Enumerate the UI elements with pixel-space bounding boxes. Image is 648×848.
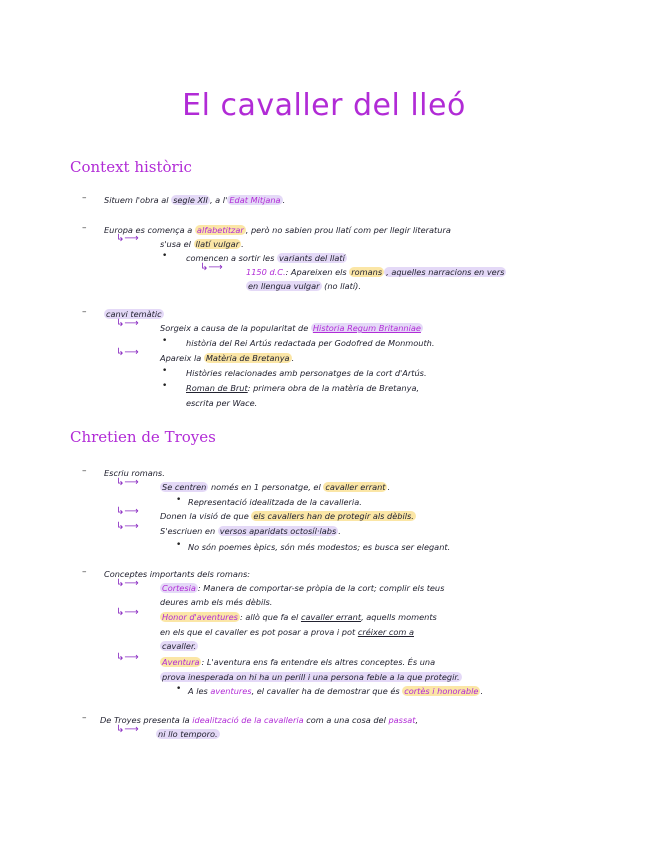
note-line: No són poemes èpics, són més modestos; es busca ser elegant.: [188, 542, 451, 552]
note-line: en llengua vulgar (no llatí).: [248, 281, 361, 291]
arrow-icon: ↳⟶: [116, 578, 139, 589]
bullet-dash: –: [82, 567, 87, 577]
note-line: història del Rei Artús redactada per Godofred de Monmouth.: [186, 338, 435, 348]
note-line: Representació idealitzada de la cavalleria.: [188, 497, 362, 507]
note-line: Europa es comença a alfabetitzar , però no sabien prou llatí com per llegir literatura: [104, 225, 451, 235]
note-line: Roman de Brut: primera obra de la matèria de Bretanya,: [186, 383, 420, 393]
note-line: Històries relacionades amb personatges de la cort d'Artús.: [186, 368, 427, 378]
arrow-icon: ↳⟶: [116, 318, 139, 329]
section-heading-chretien: Chretien de Troyes: [70, 428, 216, 446]
note-line: Donen la visió de que els cavallers han de protegir als dèbils.: [160, 511, 414, 521]
note-line: De Troyes presenta la idealització de la cavalleria com a una cosa del passat,: [100, 715, 419, 725]
note-line: Se centren només en 1 personatge, el cavaller errant .: [162, 482, 391, 492]
note-line: Conceptes importants dels romans:: [104, 569, 251, 579]
bullet-dot: •: [162, 366, 168, 376]
note-line: Situem l'obra al segle XII , a l' Edat Mitjana .: [104, 195, 286, 205]
bullet-dash: –: [82, 466, 87, 476]
note-line: Honor d'aventures : allò que fa el cavaller errant, aquells moments: [162, 612, 437, 622]
note-line: escrita per Wace.: [186, 398, 258, 408]
note-line: canvi temàtic: [106, 309, 162, 319]
note-line: en els que el cavaller es pot posar a prova i pot créixer com a: [160, 627, 414, 637]
bullet-dash: –: [82, 307, 87, 317]
note-line: ni llo temporo.: [158, 729, 218, 739]
note-line: Aventura : L'aventura ens fa entendre els altres conceptes. És una: [162, 657, 436, 667]
bullet-dash: –: [82, 713, 87, 723]
arrow-icon: ↳⟶: [116, 233, 139, 244]
note-line: Apareix la Matèria de Bretanya .: [160, 353, 295, 363]
note-line: Escriu romans.: [104, 468, 165, 478]
bullet-dash: –: [82, 193, 87, 203]
arrow-icon: ↳⟶: [200, 262, 223, 273]
arrow-icon: ↳⟶: [116, 506, 139, 517]
note-line: cavaller.: [162, 641, 197, 651]
note-line: A les aventures, el cavaller ha de demostrar que és cortès i honorable .: [188, 686, 484, 696]
arrow-icon: ↳⟶: [116, 652, 139, 663]
bullet-dot: •: [176, 495, 182, 505]
arrow-icon: ↳⟶: [116, 347, 139, 358]
note-line: prova inesperada on hi ha un perill i una persona feble a la que protegir.: [162, 672, 460, 682]
bullet-dot: •: [176, 540, 182, 550]
note-line: S'escriuen en versos aparidats octosíl·labs .: [160, 526, 341, 536]
section-heading-context: Context històric: [70, 158, 192, 176]
bullet-dot: •: [162, 336, 168, 346]
arrow-icon: ↳⟶: [116, 724, 139, 735]
arrow-icon: ↳⟶: [116, 521, 139, 532]
note-line: Cortesia : Manera de comportar-se pròpia de la cort; complir els teus: [162, 583, 445, 593]
bullet-dash: –: [82, 223, 87, 233]
bullet-dot: •: [176, 684, 182, 694]
arrow-icon: ↳⟶: [116, 477, 139, 488]
note-line: comencen a sortir les variants del llatí: [186, 253, 345, 263]
arrow-icon: ↳⟶: [116, 607, 139, 618]
note-line: s'usa el llatí vulgar .: [160, 239, 244, 249]
note-line: 1150 d.C.: Apareixen els romans , aquelles narracions en vers: [246, 267, 505, 277]
page-title: El cavaller del lleó: [182, 88, 466, 123]
note-line: Sorgeix a causa de la popularitat de Historia Regum Britanniae: [160, 323, 421, 333]
bullet-dot: •: [162, 251, 168, 261]
note-line: deures amb els més dèbils.: [160, 597, 273, 607]
bullet-dot: •: [162, 381, 168, 391]
